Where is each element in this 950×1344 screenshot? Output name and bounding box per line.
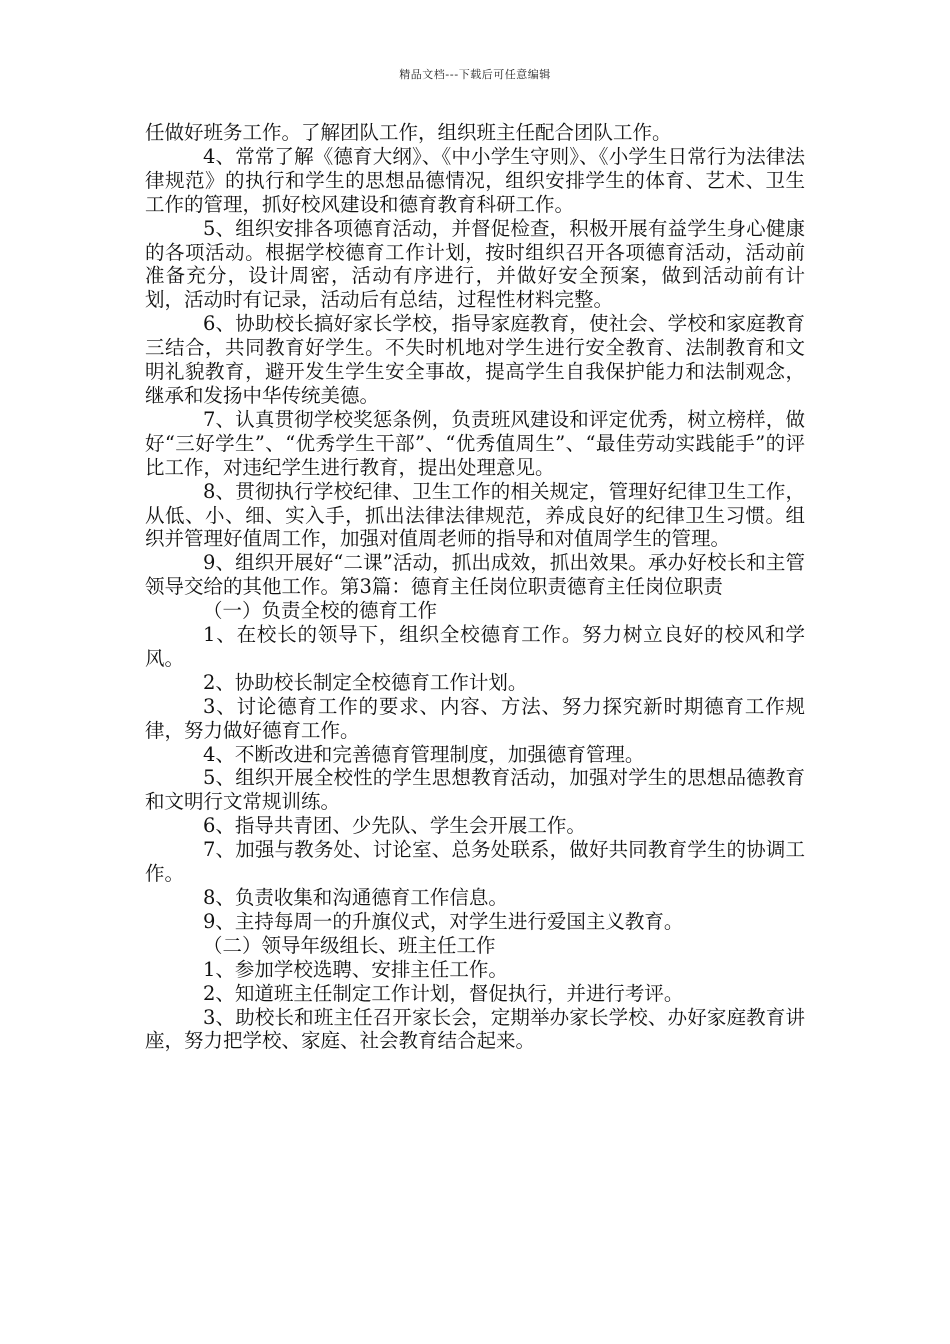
paragraph: 9、组织开展好“二课”活动，抓出成效，抓出效果。承办好校长和主管领导交给的其他工作。第3篇：德育主任岗位职责德育主任岗位职责 xyxy=(145,551,805,599)
section-heading: （一）负责全校的德育工作 xyxy=(203,599,438,623)
paragraph: 6、指导共青团、少先队、学生会开展工作。 xyxy=(203,814,586,838)
paragraph: 任做好班务工作。了解团队工作，组织班主任配合团队工作。 xyxy=(145,121,672,144)
paragraph: 1、参加学校选聘、安排主任工作。 xyxy=(203,957,508,981)
page-header: 精品文档---下载后可任意编辑 xyxy=(399,68,551,81)
paragraph: 2、知道班主任制定工作计划，督促执行，并进行考评。 xyxy=(203,981,684,1005)
paragraph: 5、组织安排各项德育活动，并督促检查，积极开展有益学生身心健康的各项活动。根据学校德育工作计划，按时组织召开各项德育活动，活动前准备充分，设计周密，活动有序进行，并做好安全预案，做到活动前有计划，活动时有记录，活动后有总结，过程性材料完整。 xyxy=(145,216,805,312)
paragraph: 3、助校长和班主任召开家长会，定期举办家长学校、办好家庭教育讲座，努力把学校、家庭、社会教育结合起来。 xyxy=(145,1005,805,1053)
paragraph: 7、认真贯彻学校奖惩条例，负责班风建设和评定优秀，树立榜样，做好“三好学生”、“优秀学生干部”、“优秀值周生”、“最佳劳动实践能手”的评比工作，对违纪学生进行教育，提出处理意见。 xyxy=(145,407,805,479)
paragraph: 3、讨论德育工作的要求、内容、方法、努力探究新时期德育工作规律，努力做好德育工作。 xyxy=(145,694,805,742)
paragraph: 6、协助校长搞好家长学校，指导家庭教育，使社会、学校和家庭教育三结合，共同教育好学生。不失时机地对学生进行安全教育、法制教育和文明礼貌教育，避开发生学生安全事故，提高学生自我保护能力和法制观念，继承和发扬中华传统美德。 xyxy=(145,312,805,407)
paragraph: 4、常常了解《德育大纲》、《中小学生守则》、《小学生日常行为法律法律规范》的执行和学生的思想品德情况，组织安排学生的体育、艺术、卫生工作的管理，抓好校风建设和德育教育科研工作。 xyxy=(145,144,805,216)
document-body xyxy=(145,121,805,1053)
paragraph: 1、在校长的领导下，组织全校德育工作。努力树立良好的校风和学风。 xyxy=(145,623,805,670)
section-heading: （二）领导年级组长、班主任工作 xyxy=(203,933,496,957)
paragraph: 8、负责收集和沟通德育工作信息。 xyxy=(203,886,508,909)
paragraph: 4、不断改进和完善德育管理制度，加强德育管理。 xyxy=(203,742,645,766)
paragraph: 8、贯彻执行学校纪律、卫生工作的相关规定，管理好纪律卫生工作，从低、小、细、实入手，抓出法律法律规范，养成良好的纪律卫生习惯。组织并管理好值周工作，加强对值周老师的指导和对值周学生的管理。 xyxy=(145,479,805,551)
paragraph: 2、协助校长制定全校德育工作计划。 xyxy=(203,670,528,694)
paragraph: 5、组织开展全校性的学生思想教育活动，加强对学生的思想品德教育和文明行文常规训练。 xyxy=(145,766,805,814)
paragraph: 9、主持每周一的升旗仪式，对学生进行爱国主义教育。 xyxy=(203,909,684,933)
paragraph: 7、加强与教务处、讨论室、总务处联系，做好共同教育学生的协调工作。 xyxy=(145,838,805,886)
